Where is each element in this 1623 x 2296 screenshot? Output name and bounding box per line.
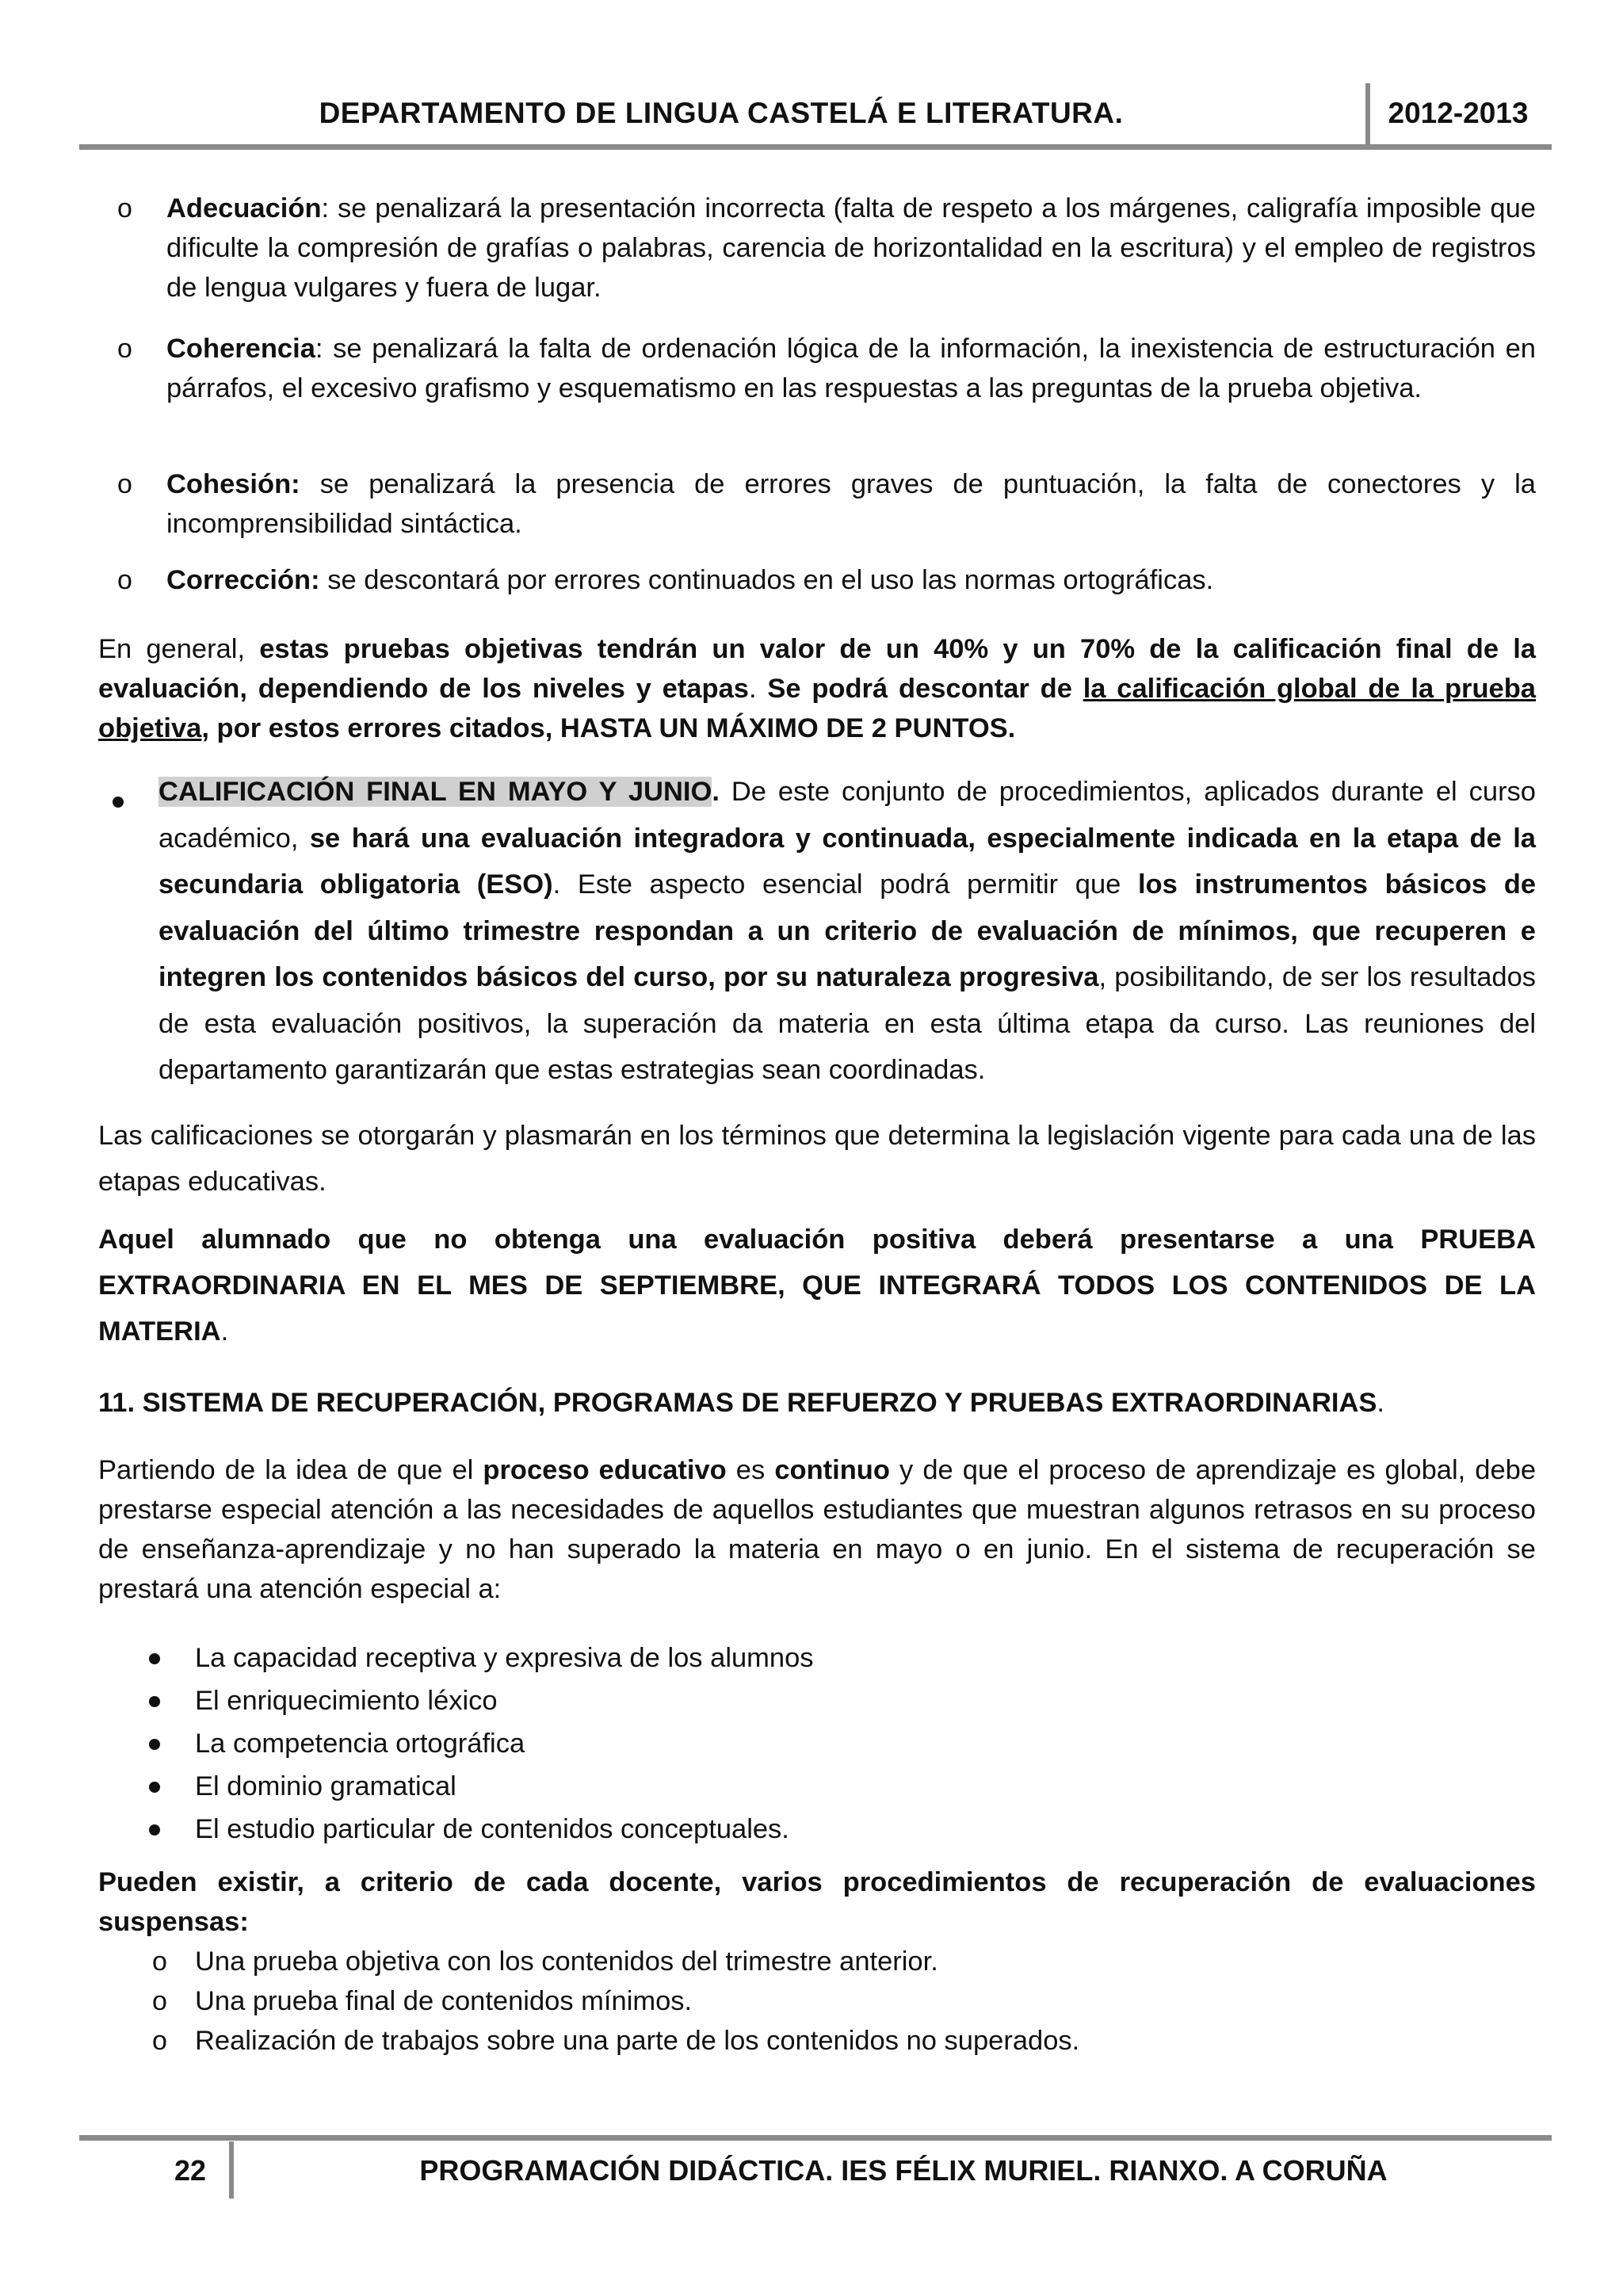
criterion-label: Cohesión: xyxy=(166,469,300,499)
text-run: . Este aspecto esencial podrá permitir que xyxy=(552,869,1138,900)
underlined-run: la calificación global de la prueba objetiva xyxy=(98,674,1536,743)
bold-run: Aquel alumnado que no obtenga una evaluación positiva deberá presentarse a una PRUEBA EXTRAORDINARIA EN EL MES DE SEPTIEMBRE, QUE INTEGRARÁ TODOS LOS CONTENIDOS DE LA MATERIA xyxy=(98,1224,1536,1347)
list-item: Realización de trabajos sobre una parte de los contenidos no superados. xyxy=(195,2026,1080,2056)
header-title: DEPARTAMENTO DE LINGUA CASTELÁ E LITERATURA. xyxy=(319,97,1124,129)
bullet-icon xyxy=(149,1653,160,1664)
list-item: Una prueba final de contenidos mínimos. xyxy=(195,1986,693,2016)
general-paragraph xyxy=(98,629,1536,748)
bold-run: se hará una evaluación integradora y continuada, especialmente indicada en la etapa de la secundaria obligatoria (ESO) xyxy=(158,823,1536,900)
footer-rule xyxy=(79,2135,1552,2141)
grades-paragraph: Las calificaciones se otorgarán y plasmarán en los términos que determina la legislación vigente para cada una de las etapas educativas. xyxy=(98,1121,1536,1197)
bold-run: continuo xyxy=(774,1455,890,1485)
recovery-paragraph xyxy=(98,1450,1536,1609)
list-marker: o xyxy=(117,193,132,223)
header-separator xyxy=(1365,83,1370,148)
text-run: es xyxy=(726,1455,775,1485)
bold-run: proceso educativo xyxy=(483,1455,727,1485)
list-marker: o xyxy=(117,334,132,364)
header-year: 2012-2013 xyxy=(1388,97,1529,129)
list-item: El enriquecimiento léxico xyxy=(195,1686,498,1716)
criterion-text: se descontará por errores continuados en el uso las normas ortográficas. xyxy=(319,565,1214,595)
bold-run: Se podrá descontar de xyxy=(767,674,1083,704)
criterion-label: Coherencia xyxy=(166,334,315,364)
criterion-text: se penalizará la falta de ordenación lógica de la información, la inexistencia de estructuración en párrafos, el excesivo grafismo y esquematismo en las respuestas a las preguntas de la prueba objetiva. xyxy=(166,334,1536,403)
text-run: De este conjunto de procedimientos, aplicados durante el curso académico, xyxy=(158,777,1536,854)
list-marker: o xyxy=(152,1946,167,1977)
list-item: El dominio gramatical xyxy=(195,1771,456,1801)
bullet-icon xyxy=(113,797,124,808)
list-marker: o xyxy=(117,565,132,595)
page-number: 22 xyxy=(174,2154,207,2187)
bold-run: que recuperen e integren los contenidos básicos del curso, por su naturaleza progresiva xyxy=(158,915,1536,992)
criterion-text: se penalizará la presentación incorrecta (falta de respeto a los márgenes, caligrafía imposible que dificulte la compresión de grafías o palabras, carencia de horizontalidad en la escritura) y el empleo de registros de lengua vulgares y fuera de lugar. xyxy=(166,193,1536,303)
text-run: Partiendo de la idea de que el xyxy=(98,1455,483,1485)
criterion-text: se penalizará la presencia de errores graves de puntuación, la falta de conectores y la incomprensibilidad sintáctica. xyxy=(166,469,1536,539)
criterion-coherencia xyxy=(166,329,1536,408)
list-marker: o xyxy=(117,469,132,499)
list-item: Una prueba objetiva con los contenidos del trimestre anterior. xyxy=(195,1946,938,1977)
bullet-icon xyxy=(149,1824,160,1836)
text-run: . xyxy=(1377,1388,1385,1418)
bold-run: 11. SISTEMA DE RECUPERACIÓN, PROGRAMAS DE REFUERZO Y PRUEBAS EXTRAORDINARIAS xyxy=(98,1388,1377,1418)
section-heading xyxy=(98,1383,1536,1423)
text-run: y de que el proceso de aprendizaje es global, debe prestarse especial atención a las necesidades de aquellos estudiantes que muestran algunos retrasos en su proceso de enseñanza-aprendizaje y no han superado la materia en mayo o en junio. En el sistema de recuperación se prestará una atención especial a: xyxy=(98,1455,1537,1604)
bold-run: . xyxy=(712,777,720,807)
bold-run: estas pruebas objetivas tendrán un valor de un 40% y un 70% de la calificación final de la evaluación, dependiendo de los niveles y etapas xyxy=(98,634,1536,704)
criterion-correccion xyxy=(166,560,1536,600)
criterion-cohesion xyxy=(166,464,1536,544)
list-marker: o xyxy=(152,2026,167,2056)
bold-run: , por estos errores citados, HASTA UN MÁXIMO DE 2 PUNTOS. xyxy=(201,713,1016,743)
bullet-icon xyxy=(149,1696,160,1707)
criterion-adecuacion xyxy=(166,189,1536,308)
bold-run: , xyxy=(1290,915,1312,946)
list-marker: o xyxy=(152,1986,167,2016)
bold-run: los instrumentos básicos de evaluación del último trimestre respondan a un criterio de evaluación de mínimos xyxy=(158,869,1537,946)
criterion-sep: : xyxy=(321,193,330,223)
list-item: La capacidad receptiva y expresiva de los alumnos xyxy=(195,1643,814,1673)
final-grade-heading: CALIFICACIÓN FINAL EN MAYO Y JUNIO xyxy=(158,777,712,807)
footer-separator xyxy=(229,2141,234,2199)
text-run: En general, xyxy=(98,634,260,664)
bullet-icon xyxy=(149,1782,160,1793)
criterion-label: Adecuación xyxy=(166,193,322,223)
list-item: El estudio particular de contenidos conceptuales. xyxy=(195,1814,789,1844)
final-grade-paragraph xyxy=(158,769,1536,1094)
criterion-label: Corrección: xyxy=(166,565,320,595)
text-run: . xyxy=(748,674,768,704)
list-item: La competencia ortográfica xyxy=(195,1729,525,1759)
extraordinary-paragraph xyxy=(98,1217,1536,1354)
text-run: , posibilitando, de ser los resultados de esta evaluación positivos, la superación da materia en esta última etapa da curso. Las reuniones del departamento garantizarán que estas estrategias sean coordinadas. xyxy=(158,962,1537,1085)
bullet-icon xyxy=(149,1739,160,1750)
footer-text: PROGRAMACIÓN DIDÁCTICA. IES FÉLIX MURIEL. RIANXO. A CORUÑA xyxy=(419,2154,1388,2187)
criterion-sep: : xyxy=(315,334,323,364)
text-run: . xyxy=(220,1316,229,1347)
procedures-heading: Pueden existir, a criterio de cada docente, varios procedimientos de recuperación de evaluaciones suspensas: xyxy=(98,1867,1536,1937)
header-rule xyxy=(79,144,1552,150)
